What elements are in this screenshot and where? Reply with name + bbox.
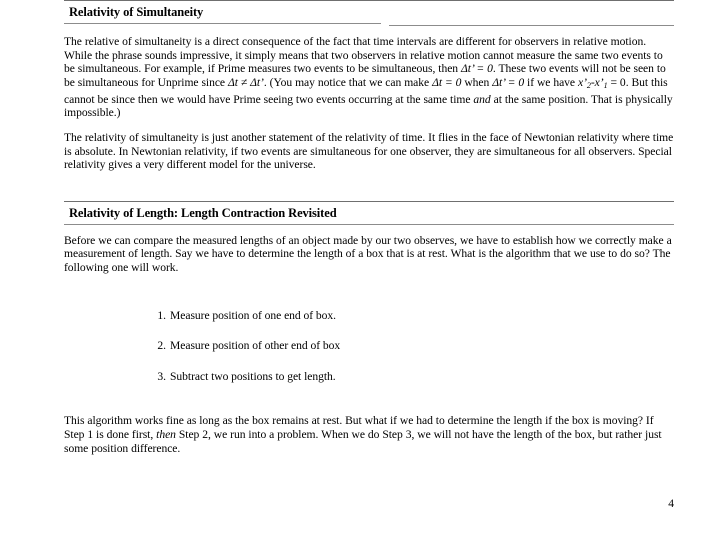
page-number: 4 [668, 497, 674, 510]
math-x-prime-2-subscript: 2 [586, 81, 591, 91]
heading-rule-segment-left [64, 23, 381, 24]
math-delta-t-prime-zero-2: Δt’ = 0 [492, 75, 525, 89]
paragraph-text: This algorithm works fine as long as the box remains at rest. But what if we had to determine the length if the box is moving? If Step 1 is done first, [64, 414, 654, 441]
math-delta-t-zero: Δt = 0 [432, 75, 462, 89]
math-delta-t-prime-zero: Δt’ = 0 [461, 62, 493, 76]
list-item: Subtract two positions to get length. [170, 369, 336, 383]
math-x-prime-1: x’ [594, 75, 604, 89]
paragraph-text: . But this cannot be since then we would have Prime seeing two events occurring at the same time [64, 75, 668, 106]
measurement-steps-list [64, 309, 674, 384]
math-delta-t-neq-delta-t-prime: Δt ≠ Δt’ [227, 75, 264, 89]
section-title-length: Relativity of Length: Length Contraction Revisited [69, 205, 337, 220]
paragraph-text: . (You may notice that we can make [263, 75, 433, 89]
list-item: Measure position of other end of box [170, 339, 341, 353]
list-item: Measure position of one end of box. [170, 308, 337, 322]
heading-rule-bottom [64, 23, 674, 26]
paragraph-text: at the same position. That is physically impossible.) [64, 92, 673, 120]
paragraph-text: when [461, 75, 493, 89]
paragraph-text: The relative of simultaneity is a direct consequence of the fact that time intervals are different for observers in relative motion. While the phrase sounds impressive, it simply means that two observers in relative motion cannot measure the same two events to be simultaneous. For example, if Prime measures two events to be simultaneous, then [64, 35, 663, 76]
section-heading-simultaneity [64, 0, 674, 26]
math-x-prime-1-subscript: 1 [603, 81, 608, 91]
paragraph-simultaneity-2: The relativity of simultaneity is just another statement of the relativity of time. It flies in the face of Newtonian relativity where time is absolute. In Newtonian relativity, if two events are simultaneous for one observer, they are simultaneous for all observers. Special relativity gives a very different model for the universe. [64, 130, 674, 172]
math-minus-operator: - [590, 75, 595, 89]
paragraph-text: . These two events will not be seen to be simultaneous for Unprime since [64, 62, 666, 89]
emphasis-then: then [156, 427, 176, 441]
math-equals-zero: = 0 [607, 75, 626, 89]
heading-rule-bottom [64, 224, 674, 225]
paragraph-length-1: Before we can compare the measured lengths of an object made by our two observes, we have to establish how we correctly make a measurement of length. Say we have to determine the length of a box that is at rest. What is the algorithm that we use to do so? The following one will work. [64, 233, 672, 275]
paragraph-simultaneity-1 [64, 35, 674, 120]
section-title-simultaneity: Relativity of Simultaneity [69, 5, 204, 19]
paragraph-text: Step 2, we run into a problem. When we do Step 3, we will not have the length of the box, but rather just some position difference. [64, 427, 662, 455]
heading-rule-segment-right [389, 25, 674, 26]
paragraph-length-2 [64, 414, 674, 455]
section-heading-length [64, 201, 674, 225]
emphasis-and: and [473, 92, 491, 106]
math-x-prime-2: x’ [577, 75, 587, 89]
paragraph-text: if we have [524, 75, 578, 89]
